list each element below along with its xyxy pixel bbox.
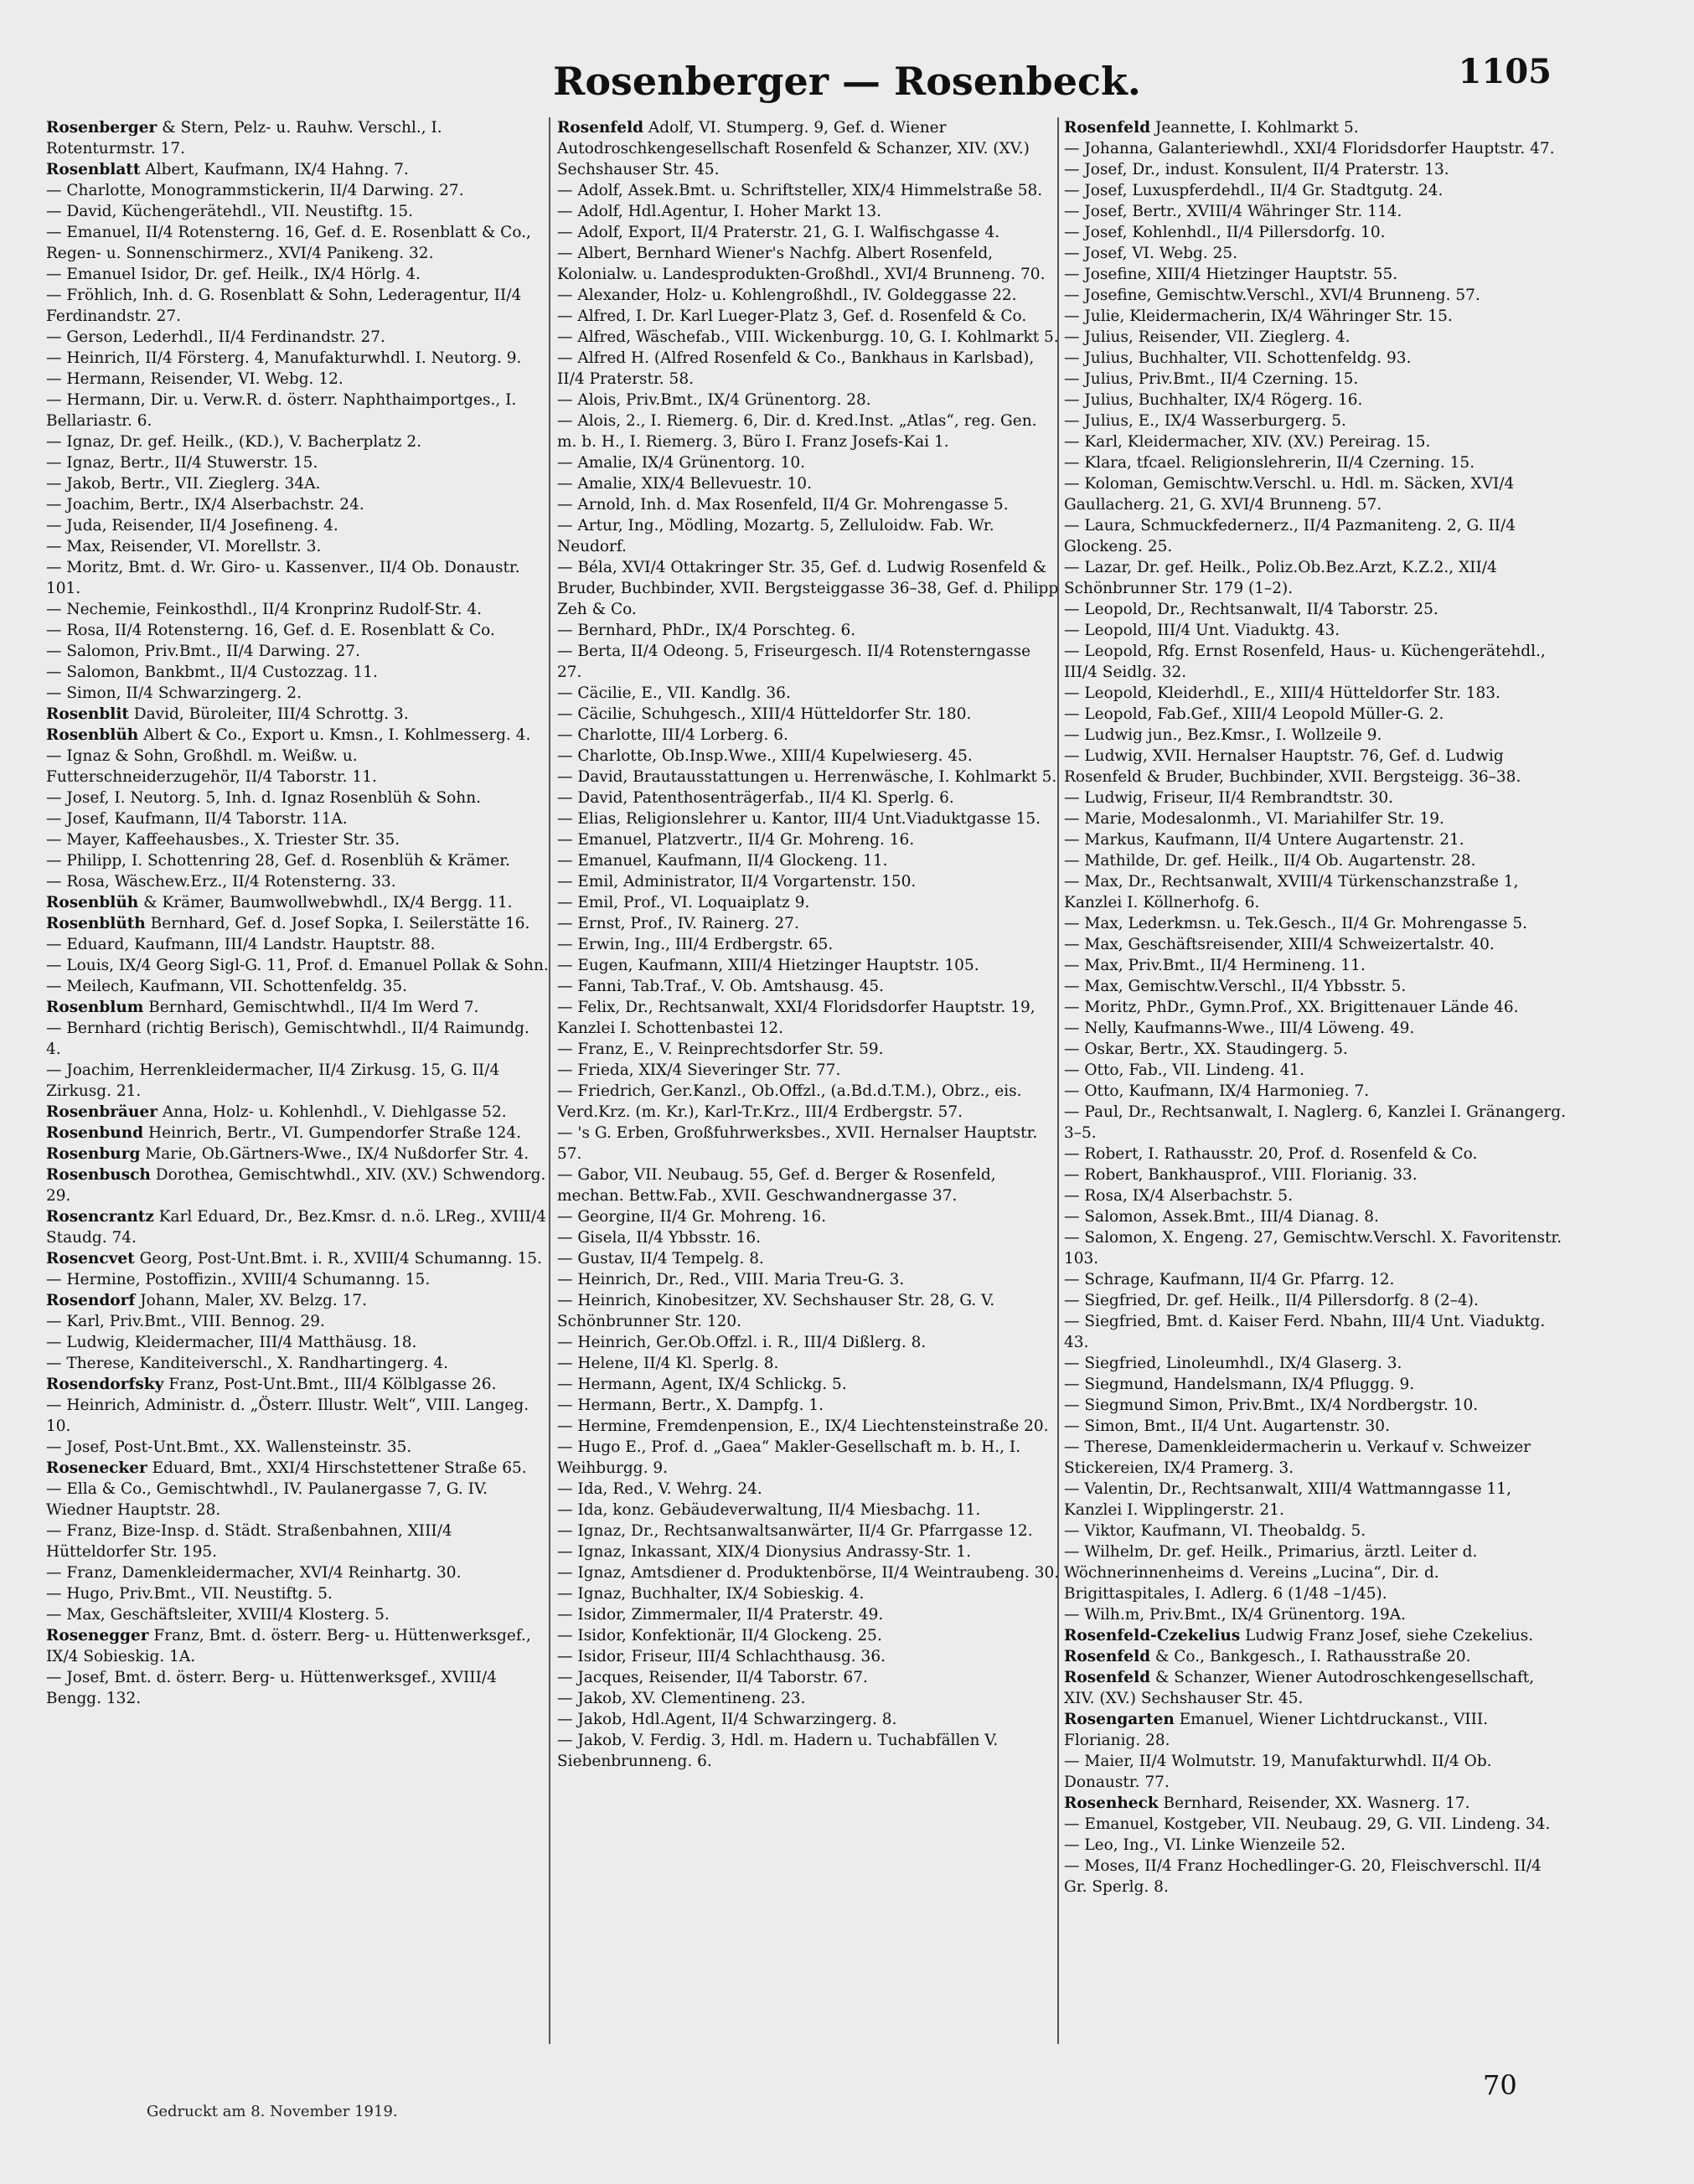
directory-entry: — Valentin, Dr., Rechtsanwalt, XIII/4 Wattmanngasse 11, Kanzlei I. Wipplingerstr. 21. bbox=[1064, 1480, 1511, 1519]
directory-entry: — Joachim, Bertr., IX/4 Alserbachstr. 24. bbox=[46, 496, 364, 514]
directory-entry: — Koloman, Gemischtw.Verschl. u. Hdl. m. Säcken, XVI/4 Gaullacherg. 21, G. XVI/4 Brunneng. 57. bbox=[1064, 475, 1515, 514]
directory-entry: — Emanuel, Kaufmann, II/4 Glockeng. 11. bbox=[557, 852, 888, 870]
directory-entry: — Klara, tfcael. Religionslehrerin, II/4 Czerning. 15. bbox=[1064, 454, 1475, 472]
directory-entry: — Arnold, Inh. d. Max Rosenfeld, II/4 Gr. Mohrengasse 5. bbox=[557, 496, 1009, 514]
directory-entry: — David, Brautausstattungen u. Herrenwäsche, I. Kohlmarkt 5. bbox=[557, 768, 1057, 786]
directory-entry: — Hermine, Fremdenpension, E., IX/4 Liechtensteinstraße 20. bbox=[557, 1417, 1049, 1435]
directory-entry: — Emanuel, II/4 Rotensterng. 16, Gef. d. E. Rosenblatt & Co., Regen- u. Sonnenschirmerz., XVI/4 Panikeng. 32. bbox=[46, 224, 531, 262]
directory-entry: — Jakob, V. Ferdig. 3, Hdl. m. Hadern u. Tuchabfällen V. Siebenbrunneng. 6. bbox=[557, 1732, 999, 1770]
directory-entry: — Hermann, Agent, IX/4 Schlickg. 5. bbox=[557, 1376, 847, 1393]
directory-entry: — Julius, Buchhalter, IX/4 Rögerg. 16. bbox=[1064, 391, 1363, 409]
directory-entry: — Adolf, Assek.Bmt. u. Schriftsteller, XIX/4 Himmelstraße 58. bbox=[557, 182, 1043, 199]
directory-entry: — Franz, E., V. Reinprechtsdorfer Str. 59. bbox=[557, 1040, 884, 1058]
directory-entry: — Alexander, Holz- u. Kohlengroßhdl., IV. Goldeggasse 22. bbox=[557, 287, 1017, 304]
directory-entry: Rosenfeld Adolf, VI. Stumperg. 9, Gef. d. Wiener Autodroschkengesellschaft Rosenfeld & Schanzer, XIV. (XV.) Sechshauser Str. 45. bbox=[557, 119, 1030, 178]
directory-entry: — Siegmund Simon, Priv.Bmt., IX/4 Nordbergstr. 10. bbox=[1064, 1397, 1479, 1414]
directory-entry: — Julius, Reisender, VII. Zieglerg. 4. bbox=[1064, 328, 1351, 346]
directory-entry: — Heinrich, II/4 Försterg. 4, Manufakturwhdl. I. Neutorg. 9. bbox=[46, 349, 522, 367]
directory-entry: — Gisela, II/4 Ybbsstr. 16. bbox=[557, 1229, 762, 1247]
directory-entry: — Oskar, Bertr., XX. Staudingerg. 5. bbox=[1064, 1040, 1348, 1058]
directory-entry: — Frieda, XIX/4 Sieveringer Str. 77. bbox=[557, 1061, 841, 1079]
directory-entry: — Julius, Priv.Bmt., II/4 Czerning. 15. bbox=[1064, 370, 1359, 388]
directory-entry: — Markus, Kaufmann, II/4 Untere Augartenstr. 21. bbox=[1064, 831, 1464, 849]
directory-entry: — Hermann, Dir. u. Verw.R. d. österr. Naphthaimportges., I. Bellariastr. 6. bbox=[46, 391, 517, 430]
directory-entry: — Ignaz, Dr. gef. Heilk., (KD.), V. Bacherplatz 2. bbox=[46, 433, 422, 451]
directory-entry: Rosencvet Georg, Post-Unt.Bmt. i. R., XVIII/4 Schumanng. 15. bbox=[46, 1250, 542, 1268]
directory-entry: — Franz, Bize-Insp. d. Städt. Straßenbahnen, XIII/4 Hütteldorfer Str. 195. bbox=[46, 1522, 452, 1561]
directory-entry: — Mayer, Kaffeehausbes., X. Triester Str. 35. bbox=[46, 831, 400, 849]
directory-entry: — Cäcilie, E., VII. Kandlg. 36. bbox=[557, 684, 791, 702]
directory-entry: — Alois, 2., I. Riemerg. 6, Dir. d. Kred.Inst. „Atlas“, reg. Gen. m. b. H., I. Riemerg. 3, Büro I. Franz Josefs-Kai 1. bbox=[557, 412, 1037, 451]
directory-entry: Rosenblatt Albert, Kaufmann, IX/4 Hahng. 7. bbox=[46, 161, 409, 178]
directory-entry: — Franz, Damenkleidermacher, XVI/4 Reinhartg. 30. bbox=[46, 1564, 462, 1582]
directory-entry: — Max, Reisender, VI. Morellstr. 3. bbox=[46, 538, 322, 555]
directory-entry: — Fanni, Tab.Traf., V. Ob. Amtshausg. 45. bbox=[557, 978, 885, 995]
directory-entry: — Amalie, IX/4 Grünentorg. 10. bbox=[557, 454, 805, 472]
sheet-number: 70 bbox=[1483, 2069, 1517, 2101]
directory-entry: Rosenfeld & Co., Bankgesch., I. Rathausstraße 20. bbox=[1064, 1648, 1471, 1665]
directory-entry: — Ignaz, Amtsdiener d. Produktenbörse, II/4 Weintraubeng. 30. bbox=[557, 1564, 1060, 1582]
directory-entry: — Friedrich, Ger.Kanzl., Ob.Offzl., (a.Bd.d.T.M.), Obrz., eis. Verd.Krz. (m. Kr.), Karl-Tr.Krz., III/4 Erdbergstr. 57. bbox=[557, 1082, 1022, 1121]
directory-entry: — Hermann, Reisender, VI. Webg. 12. bbox=[46, 370, 343, 388]
directory-entry: — Fröhlich, Inh. d. G. Rosenblatt & Sohn, Lederagentur, II/4 Ferdinandstr. 27. bbox=[46, 287, 522, 325]
directory-entry: — Philipp, I. Schottenring 28, Gef. d. Rosenblüh & Krämer. bbox=[46, 852, 510, 870]
directory-entry: — Béla, XVI/4 Ottakringer Str. 35, Gef. d. Ludwig Rosenfeld & Bruder, Buchbinder, XVII. Bergsteiggasse 36–38, Gef. d. Philipp Zeh & Co. bbox=[557, 559, 1059, 618]
directory-entry: — Bernhard (richtig Berisch), Gemischtwhdl., II/4 Raimundg. 4. bbox=[46, 1020, 529, 1058]
directory-entry: — Charlotte, Monogrammstickerin, II/4 Darwing. 27. bbox=[46, 182, 464, 199]
directory-entry: — Meilech, Kaufmann, VII. Schottenfeldg. 35. bbox=[46, 978, 408, 995]
directory-entry: — Alfred H. (Alfred Rosenfeld & Co., Bankhaus in Karlsbad), II/4 Praterstr. 58. bbox=[557, 349, 1035, 388]
directory-entry: — Lazar, Dr. gef. Heilk., Poliz.Ob.Bez.Arzt, K.Z.2., XII/4 Schönbrunner Str. 179 (1–2). bbox=[1064, 559, 1497, 597]
directory-entry: — Ida, konz. Gebäudeverwaltung, II/4 Miesbachg. 11. bbox=[557, 1501, 981, 1519]
directory-entry: Rosenblüh & Krämer, Baumwollwebwhdl., IX/4 Bergg. 11. bbox=[46, 894, 513, 911]
directory-entry: — Emanuel, Kostgeber, VII. Neubaug. 29, G. VII. Lindeng. 34. bbox=[1064, 1815, 1551, 1833]
directory-entry: — Adolf, Export, II/4 Praterstr. 21, G. I. Walfischgasse 4. bbox=[557, 224, 1000, 241]
directory-entry: — Hermann, Bertr., X. Dampfg. 1. bbox=[557, 1397, 824, 1414]
directory-entry: — Artur, Ing., Mödling, Mozartg. 5, Zelluloidw. Fab. Wr. Neudorf. bbox=[557, 517, 994, 555]
directory-entry: — Wilh.m, Priv.Bmt., IX/4 Grünentorg. 19A. bbox=[1064, 1606, 1407, 1624]
column-divider bbox=[549, 117, 550, 2044]
directory-entry: — Laura, Schmuckfedernerz., II/4 Pazmaniteng. 2, G. II/4 Glockeng. 25. bbox=[1064, 517, 1516, 555]
directory-entry: — Viktor, Kaufmann, VI. Theobaldg. 5. bbox=[1064, 1522, 1366, 1540]
directory-entry: — Jacques, Reisender, II/4 Taborstr. 67. bbox=[557, 1669, 868, 1686]
directory-entry: — Hugo, Priv.Bmt., VII. Neustiftg. 5. bbox=[46, 1585, 333, 1603]
directory-entry: Rosencrantz Karl Eduard, Dr., Bez.Kmsr. d. n.ö. LReg., XVIII/4 Staudg. 74. bbox=[46, 1208, 546, 1247]
directory-entry: — Siegfried, Linoleumhdl., IX/4 Glaserg. 3. bbox=[1064, 1355, 1402, 1372]
directory-column-3 bbox=[1064, 117, 1567, 1897]
directory-entry: Rosenfeld & Schanzer, Wiener Autodroschkengesellschaft, XIV. (XV.) Sechshauser Str. 45. bbox=[1064, 1669, 1535, 1707]
directory-entry: — Helene, II/4 Kl. Sperlg. 8. bbox=[557, 1355, 779, 1372]
directory-entry: — Amalie, XIX/4 Bellevuestr. 10. bbox=[557, 475, 812, 493]
directory-entry: — Isidor, Friseur, III/4 Schlachthausg. 36. bbox=[557, 1648, 886, 1665]
directory-entry: — Ludwig, Friseur, II/4 Rembrandtstr. 30. bbox=[1064, 789, 1394, 807]
directory-entry: — Ludwig, XVII. Hernalser Hauptstr. 76, Gef. d. Ludwig Rosenfeld & Bruder, Buchbinder, XVII. Bergsteigg. 36–38. bbox=[1064, 747, 1521, 786]
directory-entry: — Josef, Kohlenhdl., II/4 Pillersdorfg. 10. bbox=[1064, 224, 1386, 241]
directory-entry: — Gerson, Lederhdl., II/4 Ferdinandstr. 27. bbox=[46, 328, 385, 346]
page-title: Rosenberger — Rosenbeck. bbox=[553, 59, 1141, 104]
directory-entry: — Max, Lederkmsn. u. Tek.Gesch., II/4 Gr. Mohrengasse 5. bbox=[1064, 915, 1527, 932]
directory-entry: — Julie, Kleidermacherin, IX/4 Währinger Str. 15. bbox=[1064, 307, 1453, 325]
directory-entry: — Robert, I. Rathausstr. 20, Prof. d. Rosenfeld & Co. bbox=[1064, 1145, 1478, 1163]
directory-entry: Rosenberger & Stern, Pelz- u. Rauhw. Verschl., I. Rotenturmstr. 17. bbox=[46, 119, 442, 157]
directory-entry: Rosendorf Johann, Maler, XV. Belzg. 17. bbox=[46, 1292, 368, 1309]
directory-entry: — Simon, Bmt., II/4 Unt. Augartenstr. 30. bbox=[1064, 1417, 1390, 1435]
directory-entry: Rosenecker Eduard, Bmt., XXI/4 Hirschstettener Straße 65. bbox=[46, 1459, 527, 1477]
directory-entry: — Alfred, I. Dr. Karl Lueger-Platz 3, Gef. d. Rosenfeld & Co. bbox=[557, 307, 1027, 325]
directory-entry: — Nechemie, Feinkosthdl., II/4 Kronprinz Rudolf-Str. 4. bbox=[46, 601, 482, 618]
directory-entry: — Berta, II/4 Odeong. 5, Friseurgesch. II/4 Rotensterngasse 27. bbox=[557, 643, 1031, 681]
directory-entry: — Josef, Dr., indust. Konsulent, II/4 Praterstr. 13. bbox=[1064, 161, 1449, 178]
directory-entry: — Josef, Luxuspferdehdl., II/4 Gr. Stadtgutg. 24. bbox=[1064, 182, 1444, 199]
directory-entry: — Leo, Ing., VI. Linke Wienzeile 52. bbox=[1064, 1836, 1346, 1854]
directory-entry: — Otto, Kaufmann, IX/4 Harmonieg. 7. bbox=[1064, 1082, 1370, 1100]
directory-entry: — Ludwig, Kleidermacher, III/4 Matthäusg. 18. bbox=[46, 1334, 417, 1351]
directory-entry: — Alois, Priv.Bmt., IX/4 Grünentorg. 28. bbox=[557, 391, 871, 409]
directory-entry: — David, Küchengerätehdl., VII. Neustiftg. 15. bbox=[46, 203, 413, 220]
directory-entry: — Rosa, II/4 Rotensterng. 16, Gef. d. E. Rosenblatt & Co. bbox=[46, 622, 495, 639]
directory-entry: — David, Patenthosenträgerfab., II/4 Kl. Sperlg. 6. bbox=[557, 789, 954, 807]
directory-entry: — Paul, Dr., Rechtsanwalt, I. Naglerg. 6, Kanzlei I. Gränangerg. 3–5. bbox=[1064, 1103, 1566, 1142]
directory-entry: — Nelly, Kaufmanns-Wwe., III/4 Löweng. 49. bbox=[1064, 1020, 1415, 1037]
directory-entry: — Salomon, Assek.Bmt., III/4 Dianag. 8. bbox=[1064, 1208, 1379, 1226]
directory-entry: — Emanuel Isidor, Dr. gef. Heilk., IX/4 Hörlg. 4. bbox=[46, 266, 421, 283]
directory-entry: — Josef, Bmt. d. österr. Berg- u. Hüttenwerksgef., XVIII/4 Bengg. 132. bbox=[46, 1669, 497, 1707]
directory-entry: — Emil, Prof., VI. Loquaiplatz 9. bbox=[557, 894, 810, 911]
directory-entry: Rosenblum Bernhard, Gemischtwhdl., II/4 Im Werd 7. bbox=[46, 999, 479, 1016]
directory-entry: — Ella & Co., Gemischtwhdl., IV. Paulanergasse 7, G. IV. Wiedner Hauptstr. 28. bbox=[46, 1480, 488, 1519]
directory-entry: — Moses, II/4 Franz Hochedlinger-G. 20, Fleischverschl. II/4 Gr. Sperlg. 8. bbox=[1064, 1857, 1542, 1896]
directory-entry: — Ignaz & Sohn, Großhdl. m. Weißw. u. Futterschneiderzugehör, II/4 Taborstr. 11. bbox=[46, 747, 377, 786]
directory-entry: — Albert, Bernhard Wiener's Nachfg. Albert Rosenfeld, Kolonialw. u. Landesprodukten-Großhdl., XVI/4 Brunneng. 70. bbox=[557, 245, 1046, 283]
directory-entry: — Schrage, Kaufmann, II/4 Gr. Pfarrg. 12. bbox=[1064, 1271, 1395, 1288]
directory-column-2 bbox=[557, 117, 1060, 1772]
directory-entry: — Johanna, Galanteriewhdl., XXI/4 Floridsdorfer Hauptstr. 47. bbox=[1064, 140, 1555, 157]
directory-entry: Rosengarten Emanuel, Wiener Lichtdruckanst., VIII. Florianig. 28. bbox=[1064, 1711, 1489, 1749]
directory-entry: — Max, Geschäftsleiter, XVIII/4 Klosterg. 5. bbox=[46, 1606, 390, 1624]
directory-entry: — Josef, Post-Unt.Bmt., XX. Wallensteinstr. 35. bbox=[46, 1438, 412, 1456]
directory-entry: — Heinrich, Kinobesitzer, XV. Sechshauser Str. 28, G. V. Schönbrunner Str. 120. bbox=[557, 1292, 995, 1330]
directory-entry: — Ludwig jun., Bez.Kmsr., I. Wollzeile 9. bbox=[1064, 726, 1382, 744]
directory-entry: — Isidor, Konfektionär, II/4 Glockeng. 25. bbox=[557, 1627, 882, 1644]
page-number: 1105 bbox=[1458, 52, 1552, 91]
directory-entry: — Charlotte, Ob.Insp.Wwe., XIII/4 Kupelwieserg. 45. bbox=[557, 747, 973, 765]
directory-entry: — Siegfried, Bmt. d. Kaiser Ferd. Nbahn, III/4 Unt. Viaduktg. 43. bbox=[1064, 1313, 1546, 1351]
directory-entry: — Joachim, Herrenkleidermacher, II/4 Zirkusg. 15, G. II/4 Zirkusg. 21. bbox=[46, 1061, 500, 1100]
directory-entry: — Josef, Kaufmann, II/4 Taborstr. 11A. bbox=[46, 810, 348, 828]
directory-entry: — Salomon, X. Engeng. 27, Gemischtw.Verschl. X. Favoritenstr. 103. bbox=[1064, 1229, 1562, 1268]
directory-entry: — Rosa, IX/4 Alserbachstr. 5. bbox=[1064, 1187, 1293, 1205]
directory-entry: — Jakob, XV. Clementineng. 23. bbox=[557, 1690, 806, 1707]
directory-entry: — Julius, E., IX/4 Wasserburgerg. 5. bbox=[1064, 412, 1346, 430]
directory-entry: — Max, Geschäftsreisender, XIII/4 Schweizertalstr. 40. bbox=[1064, 936, 1495, 953]
directory-entry: — Leopold, Dr., Rechtsanwalt, II/4 Taborstr. 25. bbox=[1064, 601, 1438, 618]
directory-entry: — Hermine, Postoffizin., XVIII/4 Schumanng. 15. bbox=[46, 1271, 431, 1288]
directory-entry: Rosenblüth Bernhard, Gef. d. Josef Sopka, I. Seilerstätte 16. bbox=[46, 915, 530, 932]
directory-entry: — 's G. Erben, Großfuhrwerksbes., XVII. Hernalser Hauptstr. 57. bbox=[557, 1124, 1038, 1163]
directory-entry: — Adolf, Hdl.Agentur, I. Hoher Markt 13. bbox=[557, 203, 882, 220]
directory-entry: — Max, Dr., Rechtsanwalt, XVIII/4 Türkenschanzstraße 1, Kanzlei I. Köllnerhofg. 6. bbox=[1064, 873, 1519, 911]
directory-entry: — Robert, Bankhausprof., VIII. Florianig. 33. bbox=[1064, 1166, 1418, 1184]
directory-entry: — Leopold, Rfg. Ernst Rosenfeld, Haus- u. Küchengerätehdl., III/4 Seidlg. 32. bbox=[1064, 643, 1546, 681]
directory-entry: — Alfred, Wäschefab., VIII. Wickenburgg. 10, G. I. Kohlmarkt 5. bbox=[557, 328, 1059, 346]
directory-entry: — Heinrich, Dr., Red., VIII. Maria Treu-G. 3. bbox=[557, 1271, 905, 1288]
directory-entry: — Juda, Reisender, II/4 Josefineng. 4. bbox=[46, 517, 338, 534]
print-date: Gedruckt am 8. November 1919. bbox=[147, 2103, 398, 2120]
directory-entry: Rosenblüh Albert & Co., Export u. Kmsn., I. Kohlmesserg. 4. bbox=[46, 726, 531, 744]
directory-entry: — Mathilde, Dr. gef. Heilk., II/4 Ob. Augartenstr. 28. bbox=[1064, 852, 1476, 870]
directory-entry: — Therese, Kanditeiverschl., X. Randhartingerg. 4. bbox=[46, 1355, 448, 1372]
directory-entry: — Emanuel, Platzvertr., II/4 Gr. Mohreng. 16. bbox=[557, 831, 915, 849]
directory-entry: Rosenfeld Jeannette, I. Kohlmarkt 5. bbox=[1064, 119, 1359, 137]
directory-entry: — Josef, Bertr., XVIII/4 Währinger Str. 114. bbox=[1064, 203, 1402, 220]
directory-entry: — Gabor, VII. Neubaug. 55, Gef. d. Berger & Rosenfeld, mechan. Bettw.Fab., XVII. Geschwandnergasse 37. bbox=[557, 1166, 996, 1205]
directory-entry: — Eduard, Kaufmann, III/4 Landstr. Hauptstr. 88. bbox=[46, 936, 436, 953]
directory-entry: — Maier, II/4 Wolmutstr. 19, Manufakturwhdl. II/4 Ob. Donaustr. 77. bbox=[1064, 1753, 1492, 1791]
directory-entry: — Leopold, Fab.Gef., XIII/4 Leopold Müller-G. 2. bbox=[1064, 705, 1444, 723]
directory-entry: — Josefine, XIII/4 Hietzinger Hauptstr. 55. bbox=[1064, 266, 1398, 283]
directory-entry: Rosenbräuer Anna, Holz- u. Kohlenhdl., V. Diehlgasse 52. bbox=[46, 1103, 507, 1121]
directory-entry: — Rosa, Wäschew.Erz., II/4 Rotensterng. 33. bbox=[46, 873, 396, 891]
directory-entry: — Hugo E., Prof. d. „Gaea“ Makler-Gesellschaft m. b. H., I. Weihburgg. 9. bbox=[557, 1438, 1021, 1477]
directory-entry: — Siegmund, Handelsmann, IX/4 Pfluggg. 9. bbox=[1064, 1376, 1415, 1393]
directory-entry: — Eugen, Kaufmann, XIII/4 Hietzinger Hauptstr. 105. bbox=[557, 957, 979, 974]
directory-entry: — Felix, Dr., Rechtsanwalt, XXI/4 Floridsdorfer Hauptstr. 19, Kanzlei I. Schottenbastei 12. bbox=[557, 999, 1036, 1037]
directory-entry: — Ignaz, Bertr., II/4 Stuwerstr. 15. bbox=[46, 454, 318, 472]
directory-entry: — Ignaz, Buchhalter, IX/4 Sobieskig. 4. bbox=[557, 1585, 865, 1603]
directory-entry: Rosenbusch Dorothea, Gemischtwhdl., XIV. (XV.) Schwendorg. 29. bbox=[46, 1166, 546, 1205]
directory-entry: Rosenegger Franz, Bmt. d. österr. Berg- u. Hüttenwerksgef., IX/4 Sobieskig. 1A. bbox=[46, 1627, 531, 1665]
directory-entry: — Otto, Fab., VII. Lindeng. 41. bbox=[1064, 1061, 1304, 1079]
directory-entry: — Moritz, PhDr., Gymn.Prof., XX. Brigittenauer Lände 46. bbox=[1064, 999, 1519, 1016]
directory-entry: — Marie, Modesalonmh., VI. Mariahilfer Str. 19. bbox=[1064, 810, 1444, 828]
directory-entry: — Louis, IX/4 Georg Sigl-G. 11, Prof. d. Emanuel Pollak & Sohn. bbox=[46, 957, 549, 974]
directory-column-1 bbox=[46, 117, 549, 1709]
directory-entry: — Jakob, Bertr., VII. Zieglerg. 34A. bbox=[46, 475, 321, 493]
directory-entry: — Isidor, Zimmermaler, II/4 Praterstr. 49. bbox=[557, 1606, 884, 1624]
directory-entry: — Cäcilie, Schuhgesch., XIII/4 Hütteldorfer Str. 180. bbox=[557, 705, 972, 723]
directory-entry: — Josef, I. Neutorg. 5, Inh. d. Ignaz Rosenblüh & Sohn. bbox=[46, 789, 481, 807]
directory-entry: — Jakob, Hdl.Agent, II/4 Schwarzingerg. 8. bbox=[557, 1711, 897, 1728]
directory-entry: Rosendorfsky Franz, Post-Unt.Bmt., III/4 Kölblgasse 26. bbox=[46, 1376, 497, 1393]
directory-entry: — Ignaz, Dr., Rechtsanwaltsanwärter, II/4 Gr. Pfarrgasse 12. bbox=[557, 1522, 1033, 1540]
directory-entry: — Therese, Damenkleidermacherin u. Verkauf v. Schweizer Stickereien, IX/4 Pramerg. 3. bbox=[1064, 1438, 1531, 1477]
directory-entry: — Simon, II/4 Schwarzingerg. 2. bbox=[46, 684, 302, 702]
directory-entry: — Erwin, Ing., III/4 Erdbergstr. 65. bbox=[557, 936, 834, 953]
directory-entry: Rosenbund Heinrich, Bertr., VI. Gumpendorfer Straße 124. bbox=[46, 1124, 522, 1142]
directory-entry: — Salomon, Bankbmt., II/4 Custozzag. 11. bbox=[46, 663, 378, 681]
directory-entry: — Leopold, Kleiderhdl., E., XIII/4 Hütteldorfer Str. 183. bbox=[1064, 684, 1500, 702]
directory-entry: — Moritz, Bmt. d. Wr. Giro- u. Kassenver., II/4 Ob. Donaustr. 101. bbox=[46, 559, 520, 597]
directory-entry: — Ignaz, Inkassant, XIX/4 Dionysius Andrassy-Str. 1. bbox=[557, 1543, 972, 1561]
directory-entry: — Leopold, III/4 Unt. Viaduktg. 43. bbox=[1064, 622, 1340, 639]
directory-entry: — Heinrich, Administr. d. „Österr. Illustr. Welt“, VIII. Langeg. 10. bbox=[46, 1397, 529, 1435]
directory-entry: — Heinrich, Ger.Ob.Offzl. i. R., III/4 Dißlerg. 8. bbox=[557, 1334, 927, 1351]
directory-entry: — Karl, Priv.Bmt., VIII. Bennog. 29. bbox=[46, 1313, 325, 1330]
directory-entry: — Elias, Religionslehrer u. Kantor, III/4 Unt.Viaduktgasse 15. bbox=[557, 810, 1041, 828]
directory-entry: Rosenblit David, Büroleiter, III/4 Schrottg. 3. bbox=[46, 705, 409, 723]
directory-entry: — Josefine, Gemischtw.Verschl., XVI/4 Brunneng. 57. bbox=[1064, 287, 1480, 304]
directory-entry: — Charlotte, III/4 Lorberg. 6. bbox=[557, 726, 788, 744]
directory-entry: — Ernst, Prof., IV. Rainerg. 27. bbox=[557, 915, 799, 932]
directory-entry: — Gustav, II/4 Tempelg. 8. bbox=[557, 1250, 764, 1268]
directory-entry: — Ida, Red., V. Wehrg. 24. bbox=[557, 1480, 762, 1498]
directory-entry: — Siegfried, Dr. gef. Heilk., II/4 Pillersdorfg. 8 (2–4). bbox=[1064, 1292, 1479, 1309]
directory-entry: — Julius, Buchhalter, VII. Schottenfeldg. 93. bbox=[1064, 349, 1412, 367]
directory-entry: — Wilhelm, Dr. gef. Heilk., Primarius, ärztl. Leiter d. Wöchnerinnenheims d. Vereins „Lucina“, Dir. d. Brigittaspitales, I. Adlerg. 6 (1/48 –1/45). bbox=[1064, 1543, 1478, 1603]
directory-entry: — Salomon, Priv.Bmt., II/4 Darwing. 27. bbox=[46, 643, 360, 660]
directory-entry: — Max, Priv.Bmt., II/4 Hermineng. 11. bbox=[1064, 957, 1366, 974]
directory-entry: — Bernhard, PhDr., IX/4 Porschteg. 6. bbox=[557, 622, 856, 639]
directory-entry: Rosenfeld-Czekelius Ludwig Franz Josef, siehe Czekelius. bbox=[1064, 1627, 1534, 1644]
directory-entry: — Josef, VI. Webg. 25. bbox=[1064, 245, 1238, 262]
directory-entry: — Karl, Kleidermacher, XIV. (XV.) Pereirag. 15. bbox=[1064, 433, 1431, 451]
directory-entry: — Georgine, II/4 Gr. Mohreng. 16. bbox=[557, 1208, 827, 1226]
directory-entry: Rosenheck Bernhard, Reisender, XX. Wasnerg. 17. bbox=[1064, 1794, 1470, 1812]
directory-entry: — Max, Gemischtw.Verschl., II/4 Ybbsstr. 5. bbox=[1064, 978, 1407, 995]
directory-entry: — Emil, Administrator, II/4 Vorgartenstr. 150. bbox=[557, 873, 917, 891]
directory-entry: Rosenburg Marie, Ob.Gärtners-Wwe., IX/4 Nußdorfer Str. 4. bbox=[46, 1145, 529, 1163]
